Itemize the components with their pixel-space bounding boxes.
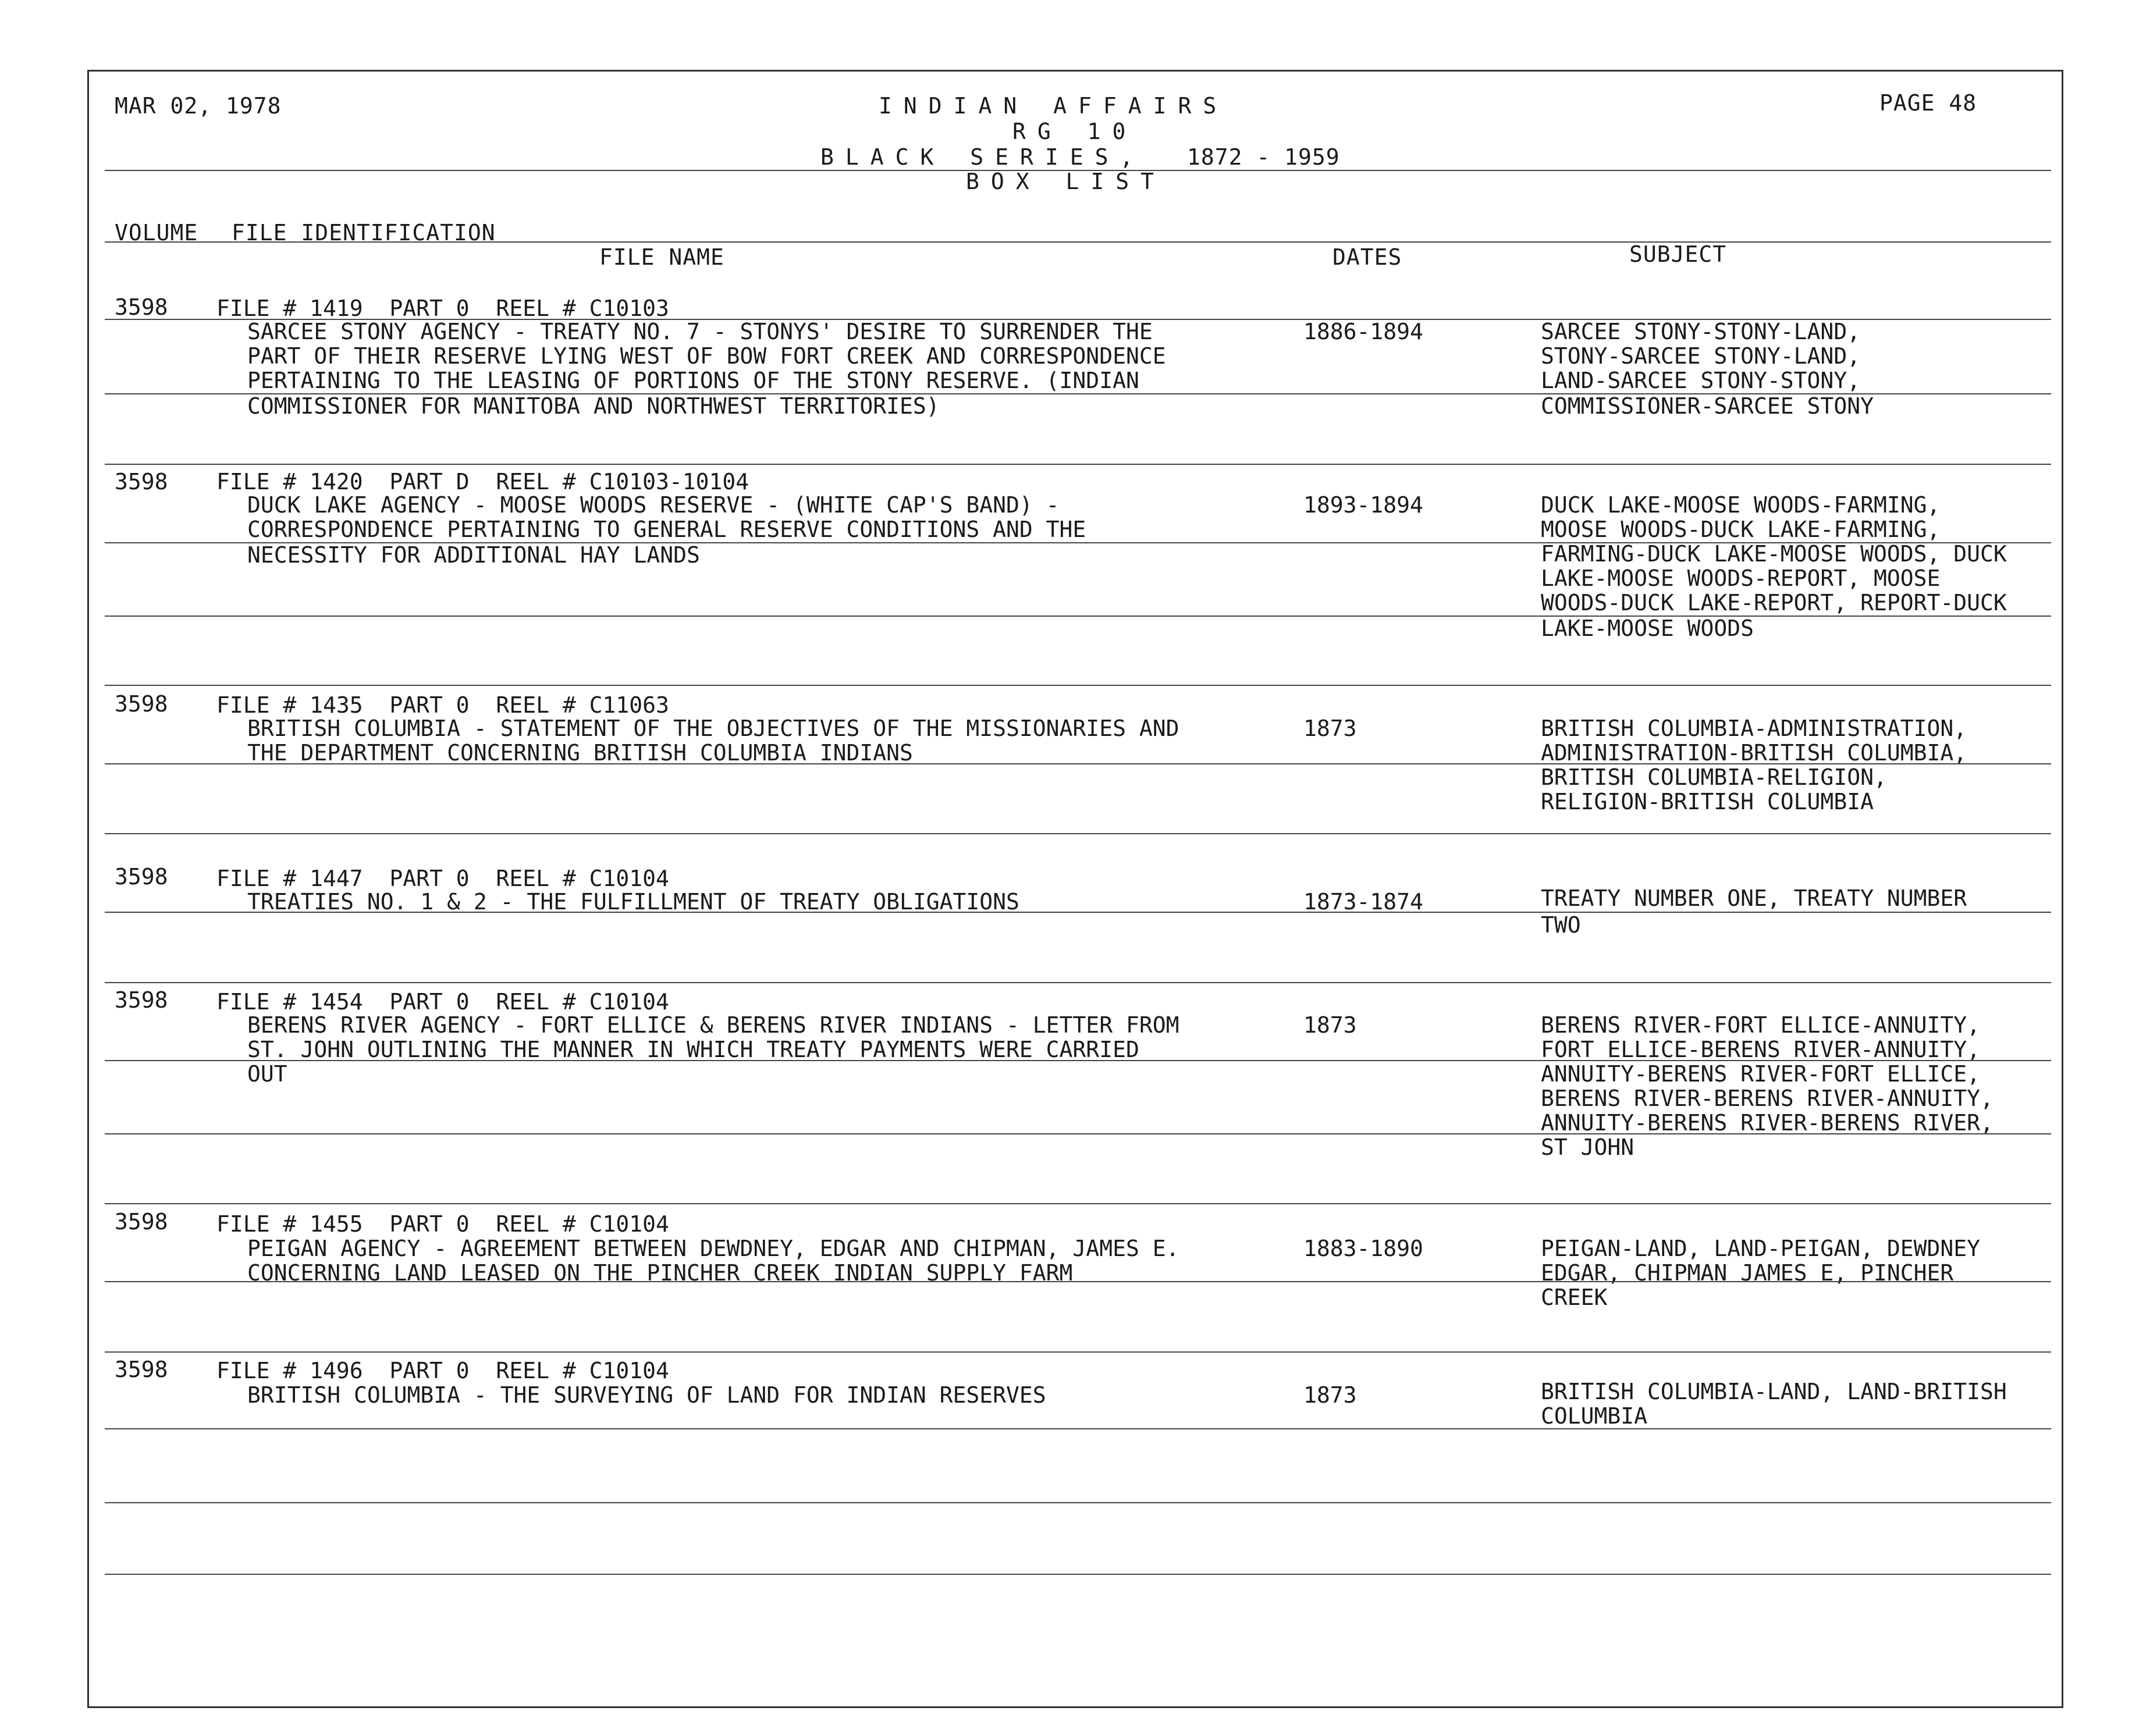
entry-volume: 3598 [115, 1209, 168, 1235]
entry-name-line: BRITISH COLUMBIA - THE SURVEYING OF LAND FOR INDIAN RESERVES [247, 1382, 1046, 1408]
entry-name-line: CONCERNING LAND LEASED ON THE PINCHER CREEK INDIAN SUPPLY FARM [247, 1260, 1073, 1286]
entry-subject-line: SARCEE STONY-STONY-LAND, [1541, 319, 1861, 344]
entry-subject-line: ANNUITY-BERENS RIVER-BERENS RIVER, [1541, 1110, 1994, 1136]
entry-name-line: DUCK LAKE AGENCY - MOOSE WOODS RESERVE - (WHITE CAP'S BAND) - [247, 492, 1060, 518]
row-rule [105, 1281, 2051, 1282]
list-type: BOX LIST [966, 169, 1166, 194]
row-rule [105, 982, 2051, 983]
record-group: RG 10 [1012, 119, 1138, 144]
row-rule [105, 1060, 2051, 1061]
entry-subject-line: TREATY NUMBER ONE, TREATY NUMBER [1541, 885, 1967, 911]
entry-subject-line: CREEK [1541, 1285, 1608, 1310]
entry-file-id: FILE # 1419 PART 0 REEL # C10103 [216, 296, 669, 321]
entry-name-line: OUT [247, 1061, 287, 1087]
series-years: 1872 - 1959 [1187, 144, 1340, 170]
row-rule [105, 1574, 2051, 1575]
entry-file-id: FILE # 1420 PART D REEL # C10103-10104 [216, 469, 749, 495]
entry-name-line: PERTAINING TO THE LEASING OF PORTIONS OF THE STONY RESERVE. (INDIAN [247, 368, 1139, 393]
entry-subject-line: FARMING-DUCK LAKE-MOOSE WOODS, DUCK [1541, 541, 2007, 567]
entry-subject-line: STONY-SARCEE STONY-LAND, [1541, 343, 1861, 369]
row-rule [105, 1133, 2051, 1134]
entry-name-line: BERENS RIVER AGENCY - FORT ELLICE & BERENS RIVER INDIANS - LETTER FROM [247, 1012, 1179, 1038]
entry-subject-line: BERENS RIVER-FORT ELLICE-ANNUITY, [1541, 1012, 1980, 1038]
row-rule [105, 1428, 2051, 1429]
series-title: BLACK SERIES, [820, 144, 1145, 170]
column-rule [105, 241, 2051, 243]
column-file-identification: FILE IDENTIFICATION [232, 220, 496, 246]
entry-name-line: TREATIES NO. 1 & 2 - THE FULFILLMENT OF TREATY OBLIGATIONS [247, 889, 1019, 915]
entry-dates: 1873-1874 [1303, 889, 1423, 915]
entry-dates: 1893-1894 [1303, 492, 1423, 518]
page-number: PAGE 48 [1879, 90, 1977, 116]
entry-volume: 3598 [115, 1357, 168, 1382]
entry-volume: 3598 [115, 469, 168, 495]
entry-file-id: FILE # 1454 PART 0 REEL # C10104 [216, 989, 669, 1015]
entry-file-id: FILE # 1435 PART 0 REEL # C11063 [216, 692, 669, 718]
entry-subject-line: BRITISH COLUMBIA-ADMINISTRATION, [1541, 716, 1967, 741]
row-rule [105, 1203, 2051, 1204]
row-rule [105, 319, 2051, 320]
row-rule [105, 1502, 2051, 1503]
row-rule [105, 685, 2051, 686]
entry-name-line: SARCEE STONY AGENCY - TREATY NO. 7 - STONYS' DESIRE TO SURRENDER THE [247, 319, 1153, 344]
row-rule [105, 833, 2051, 834]
entry-subject-line: MOOSE WOODS-DUCK LAKE-FARMING, [1541, 517, 1941, 542]
column-subject: SUBJECT [1629, 241, 1727, 267]
entry-subject-line: COLUMBIA [1541, 1403, 1648, 1429]
entry-subject-line: BERENS RIVER-BERENS RIVER-ANNUITY, [1541, 1086, 1994, 1111]
entry-subject-line: PEIGAN-LAND, LAND-PEIGAN, DEWDNEY [1541, 1236, 1980, 1261]
row-rule [105, 393, 2051, 394]
entry-subject-line: BRITISH COLUMBIA-LAND, LAND-BRITISH [1541, 1379, 2007, 1404]
entry-dates: 1873 [1303, 1382, 1357, 1408]
row-rule [105, 464, 2051, 465]
entry-subject-line: RELIGION-BRITISH COLUMBIA [1541, 789, 1874, 814]
entry-name-line: COMMISSIONER FOR MANITOBA AND NORTHWEST TERRITORIES) [247, 393, 940, 419]
entry-subject-line: LAND-SARCEE STONY-STONY, [1541, 368, 1861, 393]
row-rule [105, 1351, 2051, 1353]
entry-subject-line: BRITISH COLUMBIA-RELIGION, [1541, 764, 1887, 790]
print-date: MAR 02, 1978 [115, 93, 282, 119]
entry-volume: 3598 [115, 987, 168, 1013]
entry-name-line: ST. JOHN OUTLINING THE MANNER IN WHICH TREATY PAYMENTS WERE CARRIED [247, 1037, 1139, 1062]
entry-subject-line: COMMISSIONER-SARCEE STONY [1541, 393, 1874, 419]
column-volume: VOLUME [115, 220, 198, 246]
header-rule [105, 170, 2051, 171]
entry-name-line: CORRESPONDENCE PERTAINING TO GENERAL RESERVE CONDITIONS AND THE [247, 517, 1086, 542]
entry-volume: 3598 [115, 294, 168, 320]
entry-dates: 1873 [1303, 1012, 1357, 1038]
entry-dates: 1883-1890 [1303, 1236, 1423, 1261]
entry-subject-line: TWO [1541, 912, 1581, 938]
entry-subject-line: ST JOHN [1541, 1134, 1634, 1160]
entry-subject-line: EDGAR, CHIPMAN JAMES E, PINCHER [1541, 1260, 1954, 1286]
entry-volume: 3598 [115, 864, 168, 890]
entry-dates: 1886-1894 [1303, 319, 1423, 344]
column-dates: DATES [1332, 244, 1402, 270]
row-rule [105, 616, 2051, 617]
entry-file-id: FILE # 1447 PART 0 REEL # C10104 [216, 866, 669, 891]
row-rule [105, 912, 2051, 913]
entry-name-line: THE DEPARTMENT CONCERNING BRITISH COLUMBIA INDIANS [247, 740, 913, 766]
entry-name-line: NECESSITY FOR ADDITIONAL HAY LANDS [247, 542, 700, 568]
entry-subject-line: LAKE-MOOSE WOODS [1541, 616, 1754, 641]
entry-subject-line: LAKE-MOOSE WOODS-REPORT, MOOSE [1541, 565, 1941, 591]
row-rule [105, 542, 2051, 543]
entry-name-line: PEIGAN AGENCY - AGREEMENT BETWEEN DEWDNEY, EDGAR AND CHIPMAN, JAMES E. [247, 1236, 1179, 1261]
entry-name-line: BRITISH COLUMBIA - STATEMENT OF THE OBJECTIVES OF THE MISSIONARIES AND [247, 716, 1179, 741]
entry-subject-line: DUCK LAKE-MOOSE WOODS-FARMING, [1541, 492, 1941, 518]
entry-subject-line: WOODS-DUCK LAKE-REPORT, REPORT-DUCK [1541, 590, 2007, 616]
column-file-name: FILE NAME [599, 244, 724, 270]
entry-dates: 1873 [1303, 716, 1357, 741]
entry-subject-line: ANNUITY-BERENS RIVER-FORT ELLICE, [1541, 1061, 1980, 1087]
page-title: INDIAN AFFAIRS [879, 93, 1228, 119]
entry-subject-line: FORT ELLICE-BERENS RIVER-ANNUITY, [1541, 1037, 1980, 1062]
entry-volume: 3598 [115, 691, 168, 717]
entry-file-id: FILE # 1455 PART 0 REEL # C10104 [216, 1211, 669, 1237]
entry-file-id: FILE # 1496 PART 0 REEL # C10104 [216, 1358, 669, 1383]
row-rule [105, 763, 2051, 764]
entry-name-line: PART OF THEIR RESERVE LYING WEST OF BOW FORT CREEK AND CORRESPONDENCE [247, 343, 1166, 369]
entry-subject-line: ADMINISTRATION-BRITISH COLUMBIA, [1541, 740, 1967, 766]
